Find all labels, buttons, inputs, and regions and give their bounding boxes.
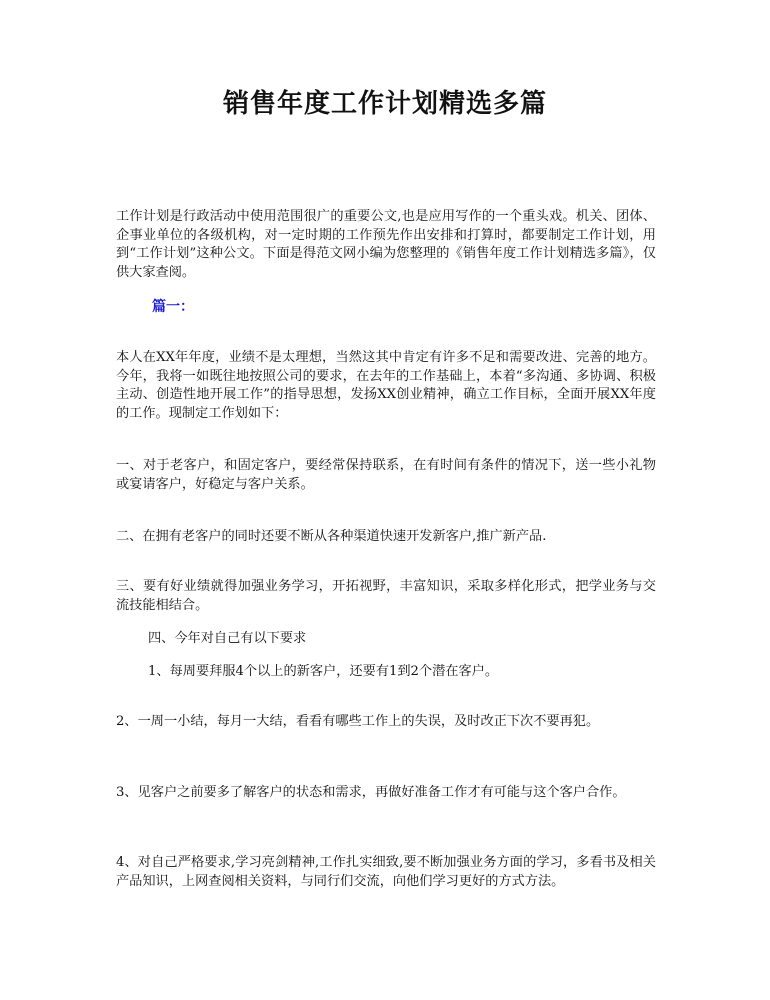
- body-paragraph-2: 一、对于老客户，和固定客户，要经常保持联系，在有时间有条件的情况下，送一些小礼物或宴请客户，好稳定与客户关系。: [116, 458, 656, 492]
- section-heading: 篇一：: [152, 299, 194, 315]
- body-paragraph-7: 2、一周一小结，每月一大结，看看有哪些工作上的失误，及时改正下次不要再犯。: [116, 714, 600, 729]
- body-paragraph-9: 4、对自己严格要求,学习亮剑精神,工作扎实细致,要不断加强业务方面的学习，多看书及相关产品知识，上网查阅相关资料，与同行们交流，向他们学习更好的方式方法。: [116, 855, 656, 889]
- body-paragraph-6: 1、每周要拜服4个以上的新客户，还要有1到2个潜在客户。: [148, 664, 499, 679]
- body-paragraph-4: 三、要有好业绩就得加强业务学习，开拓视野，丰富知识，采取多样化形式，把学业务与交流技能相结合。: [116, 579, 656, 613]
- body-paragraph-1: 本人在XX年年度，业绩不是太理想，当然这其中肯定有许多不足和需要改进、完善的地方。今年，我将一如既往地按照公司的要求，在去年的工作基础上，本着“多沟通、多协调、积极主动、创造性地开展工作”的指导思想，发扬XX创业精神，确立工作目标，全面开展XX年度的工作。现制定工作划如下：: [116, 350, 656, 421]
- body-paragraph-5: 四、今年对自己有以下要求: [148, 631, 307, 646]
- body-paragraph-3: 二、在拥有老客户的同时还要不断从各种渠道快速开发新客户,推广新产品.: [116, 529, 547, 544]
- body-paragraph-8: 3、见客户之前要多了解客户的状态和需求，再做好准备工作才有可能与这个客户合作。: [116, 785, 626, 800]
- intro-paragraph: 工作计划是行政活动中使用范围很广的重要公文,也是应用写作的一个重头戏。机关、团体、企事业单位的各级机构，对一定时期的工作预先作出安排和打算时，都要制定工作计划，用到“工作计划”这种公文。下面是得范文网小编为您整理的《销售年度工作计划精选多篇》，仅供大家查阅。: [116, 209, 656, 280]
- document-title: 销售年度工作计划精选多篇: [222, 89, 547, 119]
